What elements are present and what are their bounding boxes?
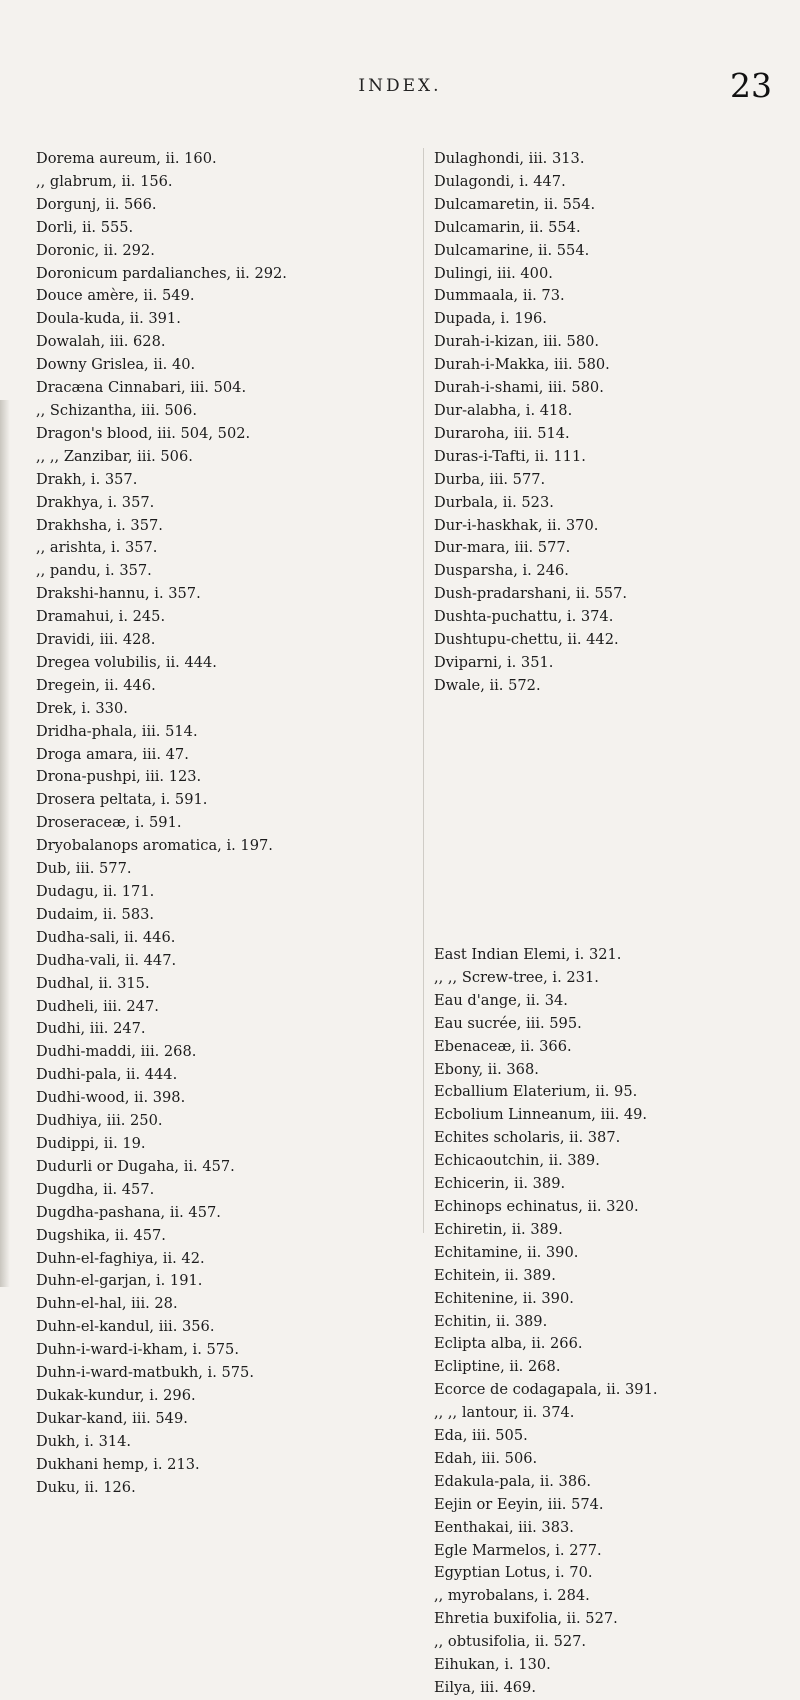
index-entry: Dowalah, iii. 628.	[36, 333, 166, 351]
index-entry: Duras-i-Tafti, ii. 111.	[434, 447, 586, 465]
index-entry: Durah-i-kizan, iii. 580.	[434, 333, 600, 351]
index-column-right-d	[434, 148, 796, 698]
index-entry: Eilya, iii. 469.	[434, 1679, 536, 1696]
index-entry: Dorgunj, ii. 566.	[36, 195, 157, 213]
index-entry: Drona-pushpi, iii. 123.	[36, 768, 202, 786]
index-entry: Dulingi, iii. 400.	[434, 264, 553, 282]
index-entry: Droga amara, iii. 47.	[36, 745, 189, 763]
index-entry: Dudheli, iii. 247.	[36, 997, 159, 1015]
index-entry: Echitein, ii. 389.	[434, 1266, 556, 1284]
index-entry: Echicerin, ii. 389.	[434, 1175, 566, 1193]
index-entry: Dudaim, ii. 583.	[36, 905, 155, 923]
index-entry: Duraroha, iii. 514.	[434, 424, 570, 442]
index-entry: Echitin, ii. 389.	[434, 1312, 548, 1330]
index-entry: Ecbolium Linneanum, iii. 49.	[434, 1106, 648, 1124]
index-entry: Duhn-i-ward-i-kham, i. 575.	[36, 1341, 239, 1359]
index-entry: Dravidi, iii. 428.	[36, 631, 156, 649]
index-entry: Duhn-i-ward-matbukh, i. 575.	[36, 1364, 254, 1382]
index-entry: ,, obtusifolia, ii. 527.	[434, 1633, 587, 1651]
index-entry: Ecliptine, ii. 268.	[434, 1358, 561, 1376]
index-entry: Drakhsha, i. 357.	[36, 516, 163, 534]
index-entry: Dragon's blood, iii. 504, 502.	[36, 424, 251, 442]
index-entry: Drakh, i. 357.	[36, 470, 138, 488]
index-entry: Dridha-phala, iii. 514.	[36, 722, 198, 740]
index-entry: Dugdha, ii. 457.	[36, 1180, 155, 1198]
index-entry: Doronicum pardalianches, ii. 292.	[36, 264, 287, 282]
index-entry: East Indian Elemi, i. 321.	[434, 946, 622, 963]
index-column-right-e	[434, 944, 796, 1700]
index-entry: Echinops echinatus, ii. 320.	[434, 1197, 639, 1215]
index-entry: Dudippi, ii. 19.	[36, 1134, 146, 1152]
index-entry: Dukar-kand, iii. 549.	[36, 1409, 188, 1427]
index-column-left	[36, 148, 396, 1499]
index-entry: ,, ,, Screw-tree, i. 231.	[434, 968, 599, 986]
index-entry: Dorli, ii. 555.	[36, 218, 134, 236]
index-entry: Duhn-el-garjan, i. 191.	[36, 1272, 203, 1290]
index-entry: Edakula-pala, ii. 386.	[434, 1472, 592, 1490]
page-number: 23	[730, 66, 772, 105]
index-entry: Dudurli or Dugaha, ii. 457.	[36, 1157, 235, 1175]
index-entry: Dryobalanops aromatica, i. 197.	[36, 837, 273, 855]
index-entry: Drakshi-hannu, i. 357.	[36, 585, 201, 603]
index-entry: Dur-i-haskhak, ii. 370.	[434, 516, 599, 534]
index-entry: Ebenaceæ, ii. 366.	[434, 1037, 572, 1055]
index-entry: Dorema aureum, ii. 160.	[36, 150, 217, 167]
index-entry: Dulaghondi, iii. 313.	[434, 150, 585, 167]
index-entry: ,, ,, Zanzibar, iii. 506.	[36, 447, 193, 465]
page-margin-shadow	[0, 400, 10, 1287]
index-entry: ,, pandu, i. 357.	[36, 562, 152, 580]
index-entry: Ecorce de codagapala, ii. 391.	[434, 1381, 658, 1399]
index-entry: Eihukan, i. 130.	[434, 1656, 551, 1674]
index-entry: Drosera peltata, i. 591.	[36, 791, 208, 809]
index-entry: Droseraceæ, i. 591.	[36, 814, 182, 832]
index-entry: Dudagu, ii. 171.	[36, 883, 155, 900]
index-entry: Durba, iii. 577.	[434, 470, 546, 488]
index-entry: Dush-pradarshani, ii. 557.	[434, 585, 627, 603]
index-entry: Dracæna Cinnabari, iii. 504.	[36, 379, 247, 397]
index-entry: Dushtupu-chettu, ii. 442.	[434, 631, 619, 649]
index-entry: Egyptian Lotus, i. 70.	[434, 1564, 593, 1582]
index-entry: Dukak-kundur, i. 296.	[36, 1386, 196, 1404]
index-entry: Dugdha-pashana, ii. 457.	[36, 1203, 221, 1221]
index-entry: Dupada, i. 196.	[434, 310, 547, 328]
index-entry: Dwale, ii. 572.	[434, 676, 541, 694]
index-entry: Downy Grislea, ii. 40.	[36, 356, 196, 374]
index-entry: Ecballium Elaterium, ii. 95.	[434, 1083, 638, 1101]
index-entry: Dudhiya, iii. 250.	[36, 1112, 163, 1130]
index-entry: Durah-i-Makka, iii. 580.	[434, 356, 610, 374]
index-entry: Doronic, ii. 292.	[36, 241, 155, 259]
index-entry: Dulagondi, i. 447.	[434, 172, 566, 190]
index-entry: Dulcamarine, ii. 554.	[434, 241, 590, 259]
index-entry: Dushta-puchattu, i. 374.	[434, 608, 614, 626]
page-header-title: INDEX.	[358, 76, 442, 96]
index-entry: Dulcamaretin, ii. 554.	[434, 195, 596, 213]
index-entry: Echitenine, ii. 390.	[434, 1289, 574, 1307]
column-divider	[423, 148, 424, 1233]
index-entry: Dudhi-maddi, iii. 268.	[36, 1043, 197, 1061]
index-entry: Dudhal, ii. 315.	[36, 974, 150, 992]
index-entry: Echites scholaris, ii. 387.	[434, 1129, 621, 1147]
index-entry: Eenthakai, iii. 383.	[434, 1518, 574, 1536]
index-entry: Dub, iii. 577.	[36, 860, 132, 878]
index-entry: Doula-kuda, ii. 391.	[36, 310, 181, 328]
index-entry: Duhn-el-faghiya, ii. 42.	[36, 1249, 205, 1267]
index-entry: Eau d'ange, ii. 34.	[434, 991, 568, 1009]
index-entry: Dudha-vali, ii. 447.	[36, 951, 177, 969]
index-entry: Durbala, ii. 523.	[434, 493, 554, 511]
index-entry: Dukhani hemp, i. 213.	[36, 1455, 200, 1473]
index-entry: Dviparni, i. 351.	[434, 653, 554, 671]
index-entry: Dudha-sali, ii. 446.	[36, 928, 176, 946]
index-entry: Ebony, ii. 368.	[434, 1060, 539, 1078]
index-entry: Douce amère, ii. 549.	[36, 287, 195, 305]
index-entry: Dudhi-pala, ii. 444.	[36, 1066, 178, 1084]
index-entry: Duhn-el-kandul, iii. 356.	[36, 1318, 215, 1336]
index-entry: Edah, iii. 506.	[434, 1449, 538, 1467]
index-entry: Eejin or Eeyin, iii. 574.	[434, 1495, 604, 1513]
index-entry: Eclipta alba, ii. 266.	[434, 1335, 583, 1353]
index-entry: Eda, iii. 505.	[434, 1427, 528, 1445]
index-entry: Echicaoutchin, ii. 389.	[434, 1152, 600, 1170]
index-entry: Egle Marmelos, i. 277.	[434, 1541, 602, 1559]
index-entry: Dur-alabha, i. 418.	[434, 401, 573, 419]
index-entry: ,, ,, lantour, ii. 374.	[434, 1404, 575, 1422]
index-entry: ,, Schizantha, iii. 506.	[36, 401, 197, 419]
index-entry: Echitamine, ii. 390.	[434, 1243, 579, 1261]
index-entry: Durah-i-shami, iii. 580.	[434, 379, 604, 397]
index-entry: Dummaala, ii. 73.	[434, 287, 565, 305]
index-entry: Dudhi, iii. 247.	[36, 1020, 146, 1038]
index-entry: Duhn-el-hal, iii. 28.	[36, 1295, 178, 1313]
index-entry: Dregea volubilis, ii. 444.	[36, 653, 217, 671]
index-entry: Dulcamarin, ii. 554.	[434, 218, 581, 236]
index-entry: Dusparsha, i. 246.	[434, 562, 569, 580]
index-entry: Eau sucrée, iii. 595.	[434, 1014, 582, 1032]
index-entry: Dur-mara, iii. 577.	[434, 539, 571, 557]
index-entry: Dukh, i. 314.	[36, 1432, 132, 1450]
index-entry: Drakhya, i. 357.	[36, 493, 155, 511]
index-entry: Drek, i. 330.	[36, 699, 128, 717]
index-entry: ,, glabrum, ii. 156.	[36, 172, 173, 190]
index-entry: ,, myrobalans, i. 284.	[434, 1587, 590, 1605]
index-entry: Dugshika, ii. 457.	[36, 1226, 166, 1244]
index-entry: Echiretin, ii. 389.	[434, 1220, 563, 1238]
index-entry: Dudhi-wood, ii. 398.	[36, 1089, 186, 1107]
index-entry: Duku, ii. 126.	[36, 1478, 136, 1496]
index-entry: ,, arishta, i. 357.	[36, 539, 158, 557]
index-entry: Dramahui, i. 245.	[36, 608, 166, 626]
index-entry: Dregein, ii. 446.	[36, 676, 156, 694]
index-entry: Ehretia buxifolia, ii. 527.	[434, 1610, 618, 1628]
